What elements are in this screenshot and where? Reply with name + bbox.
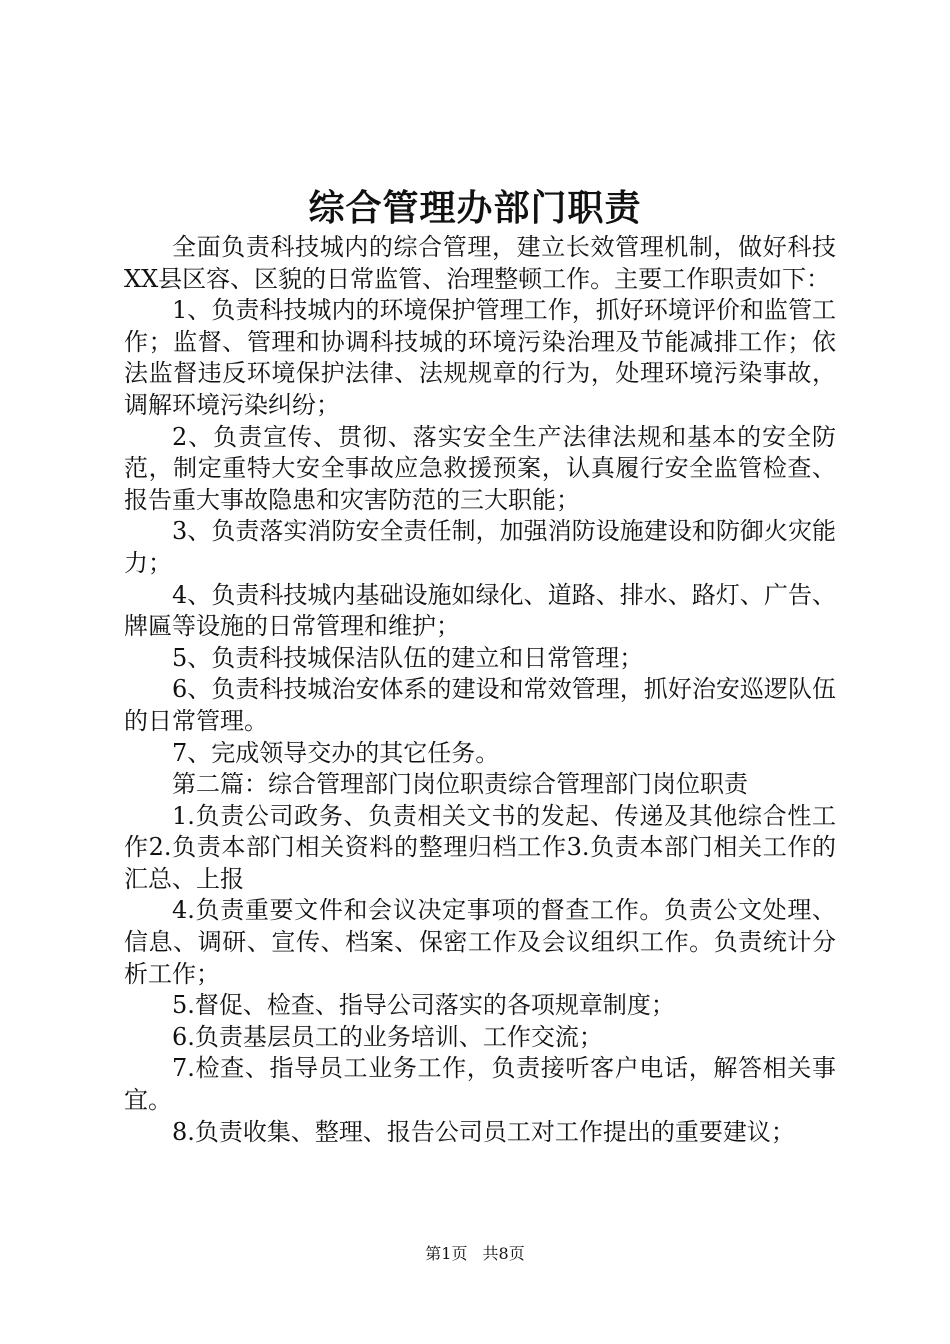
section-heading: 第二篇：综合管理部门岗位职责综合管理部门岗位职责 [172,770,748,799]
paragraph: 2、负责宣传、贯彻、落实安全生产法律法规和基本的安全防范，制定重特大安全事故应急救援预案，认真履行安全监管检查、报告重大事故隐患和灾害防范的三大职能； [124,422,836,514]
paragraph: 4.负责重要文件和会议决定事项的督查工作。负责公文处理、信息、调研、宣传、档案、保密工作及会议组织工作。负责统计分析工作； [124,896,836,988]
document-title: 综合管理办部门职责 [308,187,642,229]
paragraph: 8.负责收集、整理、报告公司员工对工作提出的重要建议； [172,1117,795,1146]
paragraph: 6、负责科技城治安体系的建设和常效管理，抓好治安巡逻队伍的日常管理。 [124,675,836,735]
paragraph: 5、负责科技城保洁队伍的建立和日常管理； [172,643,644,672]
paragraph: 3、负责落实消防安全责任制，加强消防设施建设和防御火灾能力； [124,517,836,577]
paragraph: 7.检查、指导员工业务工作，负责接听客户电话，解答相关事宜。 [124,1054,836,1115]
paragraph: 全面负责科技城内的综合管理，建立长效管理机制，做好科技XX县区容、区貌的日常监管、治理整顿工作。主要工作职责如下： [124,233,836,293]
paragraph: 7、完成领导交办的其它任务。 [172,738,500,767]
page-footer [0,1242,950,1266]
page-total: 共8页 [482,1244,525,1263]
paragraph: 4、负责科技城内基础设施如绿化、道路、排水、路灯、广告、牌匾等设施的日常管理和维护； [124,580,836,641]
page-number: 第1页 [425,1244,468,1263]
paragraph: 6.负责基层员工的业务培训、工作交流； [172,1022,603,1051]
paragraph: 1、负责科技城内的环境保护管理工作，抓好环境评价和监管工作；监督、管理和协调科技城的环境污染治理及节能减排工作；依法监督违反环境保护法律、法规规章的行为，处理环境污染事故，调解环境污染纠纷； [124,296,836,419]
paragraph: 1.负责公司政务、负责相关文书的发起、传递及其他综合性工作2.负责本部门相关资料的整理归档工作3.负责本部门相关工作的汇总、上报 [124,801,836,893]
document-body [124,232,836,1148]
paragraph: 5.督促、检查、指导公司落实的各项规章制度； [172,991,675,1020]
